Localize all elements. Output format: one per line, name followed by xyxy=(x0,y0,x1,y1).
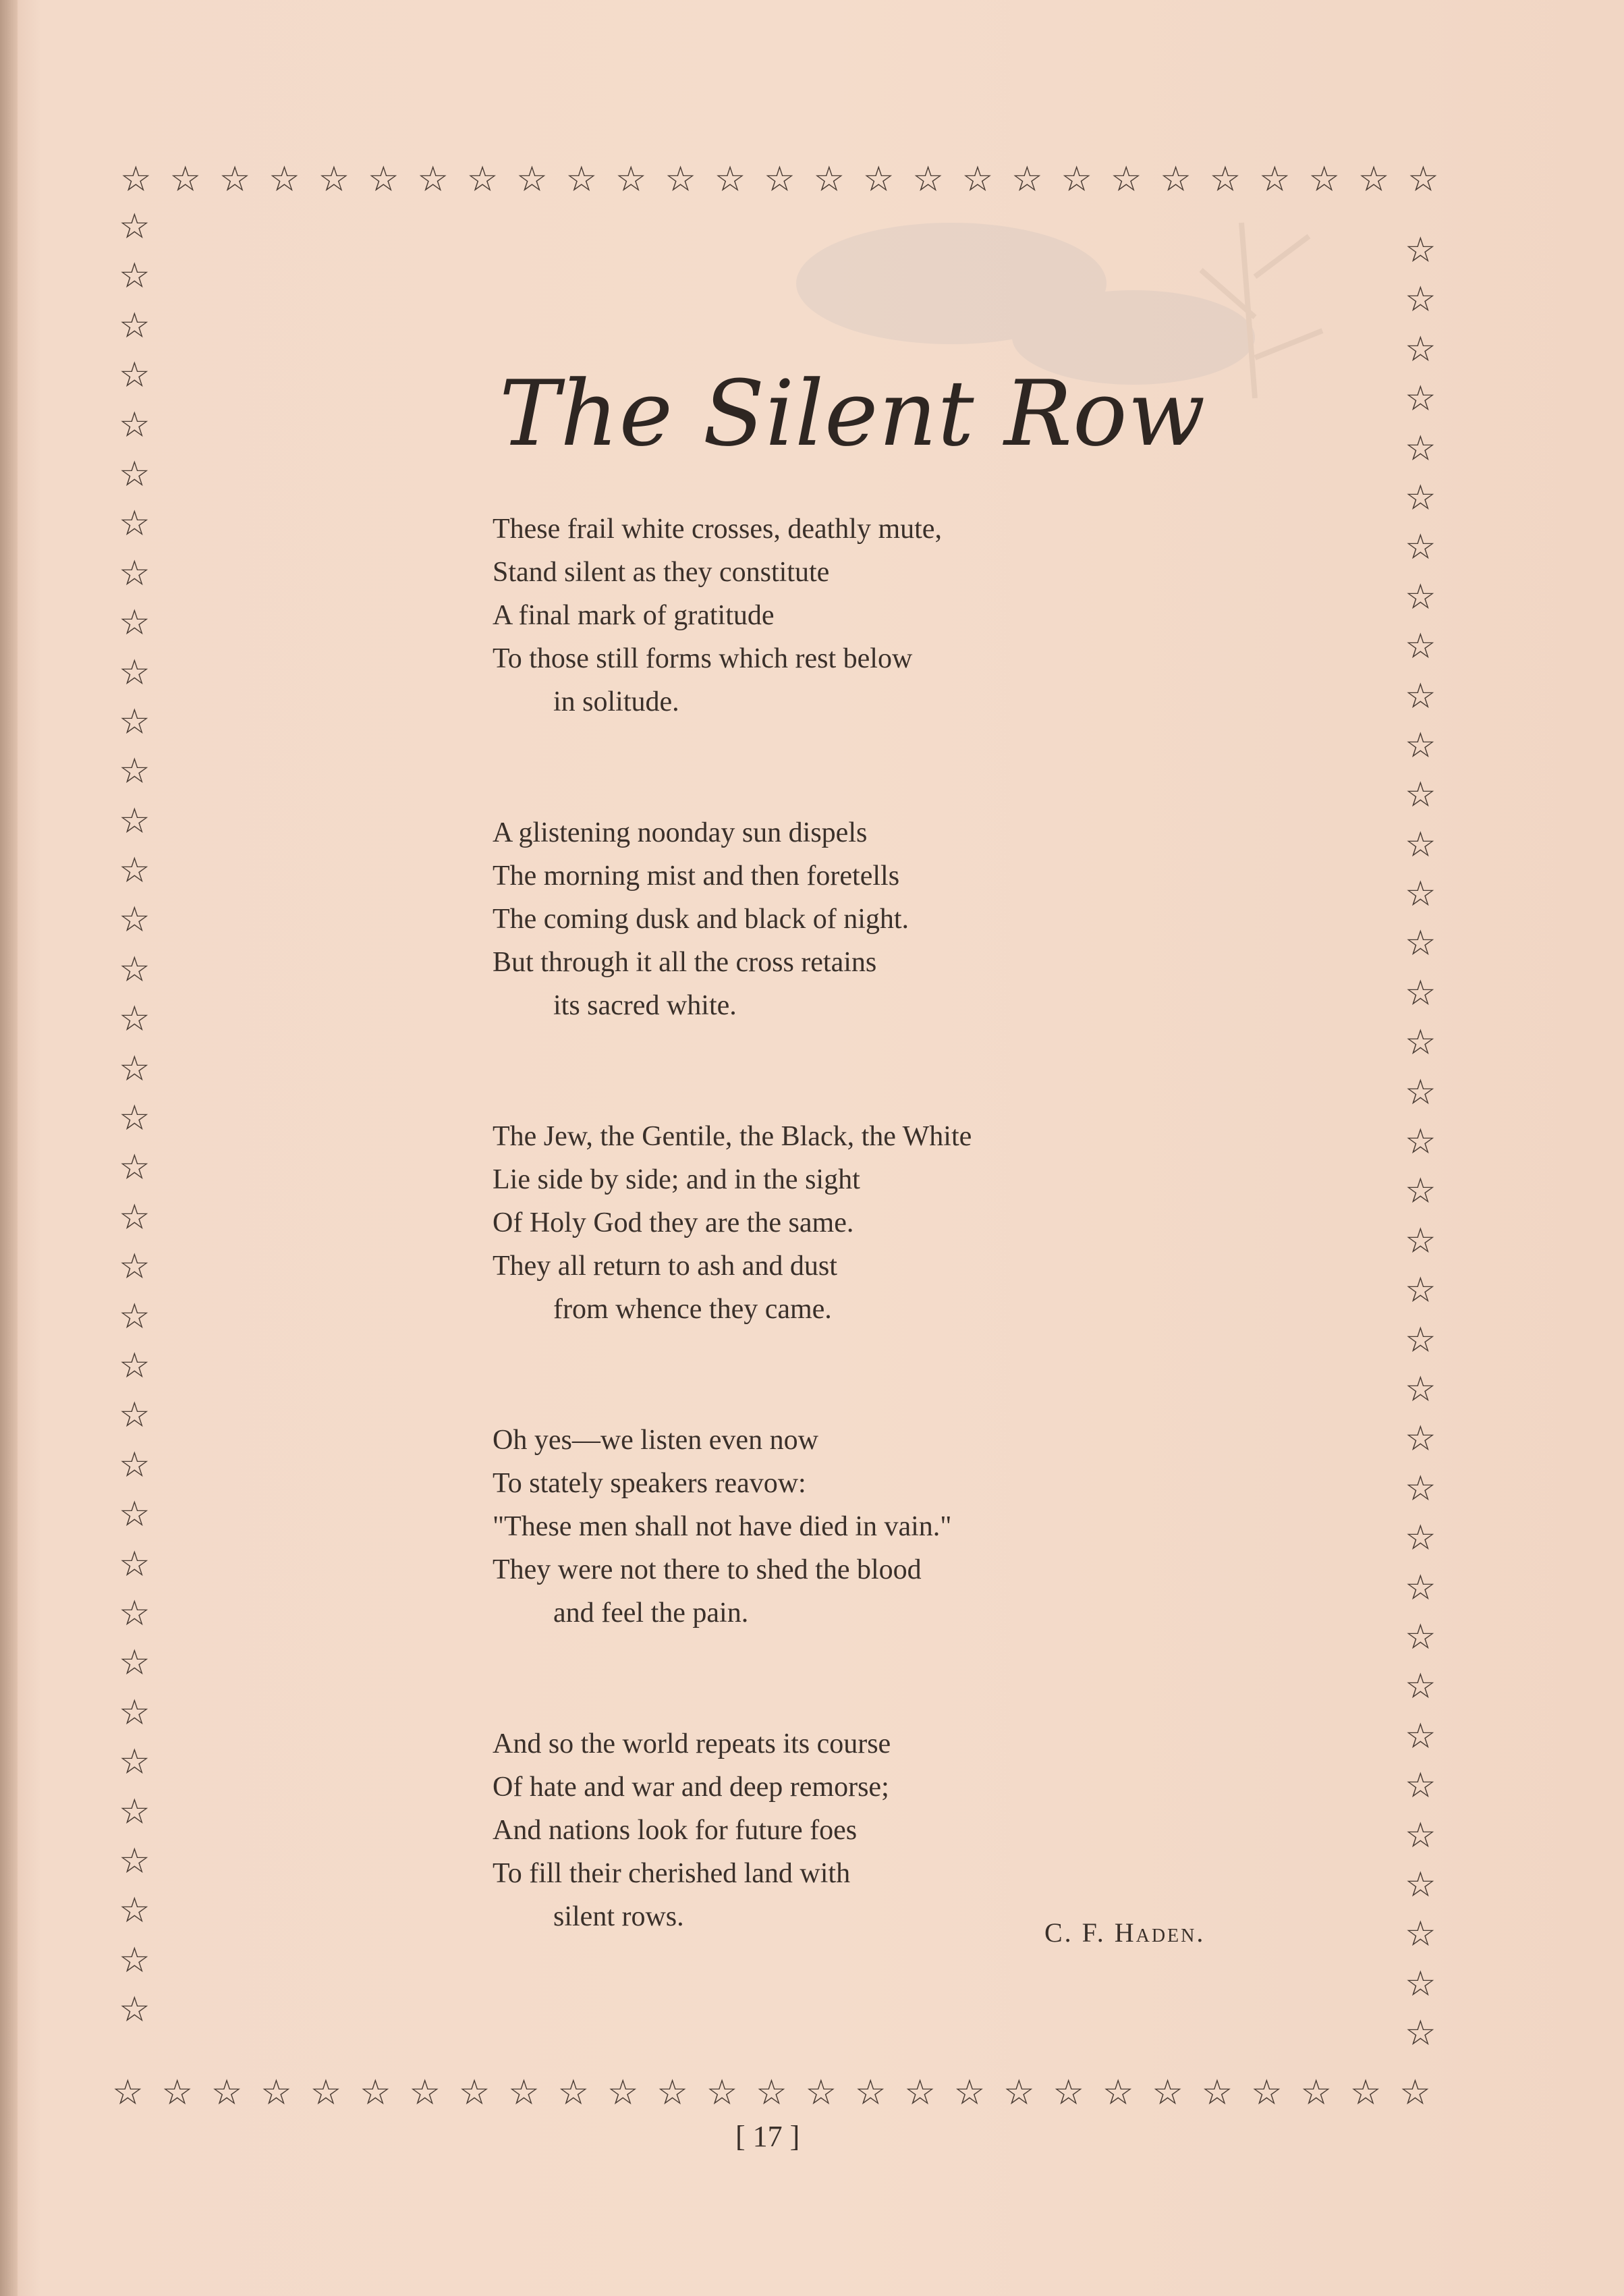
star-outline-icon: ☆ xyxy=(665,159,696,200)
poem-line: They all return to ash and dust xyxy=(493,1251,837,1282)
star-outline-icon: ☆ xyxy=(120,159,152,200)
star-outline-icon: ☆ xyxy=(1405,1369,1436,1410)
star-outline-icon: ☆ xyxy=(1003,2073,1035,2113)
star-outline-icon: ☆ xyxy=(466,159,499,200)
page-binding-edge xyxy=(0,0,18,2296)
star-outline-icon: ☆ xyxy=(119,701,150,742)
star-outline-icon: ☆ xyxy=(119,1940,150,1981)
poem-body xyxy=(493,508,1100,2026)
stanza xyxy=(493,508,1100,723)
star-outline-icon: ☆ xyxy=(862,159,895,200)
star-outline-icon: ☆ xyxy=(1405,824,1436,865)
star-outline-icon: ☆ xyxy=(1405,477,1436,518)
star-outline-icon: ☆ xyxy=(119,603,150,644)
poem-line: Stand silent as they constitute xyxy=(493,557,830,588)
star-outline-icon: ☆ xyxy=(119,1742,150,1783)
star-outline-icon: ☆ xyxy=(1405,230,1436,271)
poem-line: Oh yes—we listen even now xyxy=(493,1425,818,1456)
star-outline-icon: ☆ xyxy=(119,404,150,445)
poem-line: Lie side by side; and in the sight xyxy=(493,1164,860,1195)
star-outline-icon: ☆ xyxy=(912,159,944,200)
star-outline-icon: ☆ xyxy=(1405,973,1436,1014)
star-outline-icon: ☆ xyxy=(119,999,150,1040)
star-outline-icon: ☆ xyxy=(119,1494,150,1535)
star-outline-icon: ☆ xyxy=(961,159,994,200)
star-outline-icon: ☆ xyxy=(119,800,150,842)
star-outline-icon: ☆ xyxy=(706,2073,738,2113)
star-outline-icon: ☆ xyxy=(1405,923,1436,964)
star-outline-icon: ☆ xyxy=(1405,1319,1436,1361)
star-outline-icon: ☆ xyxy=(269,159,300,200)
star-outline-icon: ☆ xyxy=(607,2073,639,2113)
poem-line: "These men shall not have died in vain." xyxy=(493,1511,952,1542)
poem-line: The Jew, the Gentile, the Black, the White xyxy=(493,1121,972,1152)
star-outline-icon: ☆ xyxy=(953,2073,986,2113)
star-outline-icon: ☆ xyxy=(1405,1567,1436,1608)
star-outline-icon: ☆ xyxy=(656,2073,688,2113)
star-outline-icon: ☆ xyxy=(119,1791,150,1832)
star-outline-icon: ☆ xyxy=(1405,1220,1436,1261)
star-outline-icon: ☆ xyxy=(1405,1616,1436,1658)
star-outline-icon: ☆ xyxy=(119,1643,150,1684)
star-outline-icon: ☆ xyxy=(805,2073,837,2113)
star-outline-icon: ☆ xyxy=(119,850,150,892)
star-outline-icon: ☆ xyxy=(119,256,150,297)
star-outline-icon: ☆ xyxy=(119,1593,150,1634)
poem-line: A glistening noonday sun dispels xyxy=(493,817,868,848)
poem-line: These frail white crosses, deathly mute, xyxy=(493,514,942,545)
page-number: [ 17 ] xyxy=(735,2120,800,2153)
star-outline-icon: ☆ xyxy=(1405,1766,1436,1807)
star-outline-icon: ☆ xyxy=(169,159,202,200)
poem-line: And nations look for future foes xyxy=(493,1815,858,1846)
star-outline-icon: ☆ xyxy=(119,355,150,396)
star-outline-icon: ☆ xyxy=(1061,159,1093,200)
star-outline-icon: ☆ xyxy=(119,1345,150,1386)
star-outline-icon: ☆ xyxy=(119,1197,150,1238)
star-outline-icon: ☆ xyxy=(1405,1518,1436,1559)
poem-line-continuation: silent rows. xyxy=(553,1901,684,1932)
stanza xyxy=(493,1722,1100,1938)
star-outline-icon: ☆ xyxy=(119,1048,150,1089)
star-outline-icon: ☆ xyxy=(119,1147,150,1188)
star-outline-icon: ☆ xyxy=(516,159,548,200)
poem-line: But through it all the cross retains xyxy=(493,947,877,978)
poem-line: The coming dusk and black of night. xyxy=(493,904,909,935)
star-outline-icon: ☆ xyxy=(854,2073,887,2113)
star-outline-icon: ☆ xyxy=(310,2073,342,2113)
star-outline-icon: ☆ xyxy=(1405,1963,1436,2004)
star-outline-icon: ☆ xyxy=(1405,576,1436,618)
star-outline-icon: ☆ xyxy=(1399,2073,1431,2113)
star-outline-icon: ☆ xyxy=(219,159,251,200)
star-outline-icon: ☆ xyxy=(119,751,150,792)
stanza xyxy=(493,1419,1100,1635)
star-outline-icon: ☆ xyxy=(565,159,598,200)
star-outline-icon: ☆ xyxy=(1407,159,1439,200)
star-outline-icon: ☆ xyxy=(119,1840,150,1882)
star-outline-icon: ☆ xyxy=(1405,1022,1436,1064)
star-outline-icon: ☆ xyxy=(1405,1666,1436,1707)
star-outline-icon: ☆ xyxy=(119,652,150,693)
poem-line-continuation: from whence they came. xyxy=(553,1294,832,1325)
star-border-left xyxy=(119,202,150,2035)
poem-line-continuation: in solitude. xyxy=(553,686,679,717)
star-outline-icon: ☆ xyxy=(557,2073,590,2113)
poem-line: Of Holy God they are the same. xyxy=(493,1207,854,1238)
poem-title: The Silent Row xyxy=(499,361,1206,466)
star-outline-icon: ☆ xyxy=(1300,2073,1332,2113)
poem-line: To those still forms which rest below xyxy=(493,643,913,674)
star-outline-icon: ☆ xyxy=(1110,159,1142,200)
star-outline-icon: ☆ xyxy=(615,159,647,200)
star-outline-icon: ☆ xyxy=(260,2073,292,2113)
star-outline-icon: ☆ xyxy=(1405,1468,1436,1509)
star-outline-icon: ☆ xyxy=(318,159,350,200)
star-outline-icon: ☆ xyxy=(1405,1072,1436,1113)
star-outline-icon: ☆ xyxy=(458,2073,491,2113)
star-outline-icon: ☆ xyxy=(119,454,150,495)
poem-line: And so the world repeats its course xyxy=(493,1728,891,1759)
star-outline-icon: ☆ xyxy=(119,1543,150,1585)
star-outline-icon: ☆ xyxy=(1405,676,1436,717)
star-outline-icon: ☆ xyxy=(1405,329,1436,370)
star-border-right xyxy=(1405,226,1436,2058)
star-outline-icon: ☆ xyxy=(119,207,150,247)
star-outline-icon: ☆ xyxy=(756,2073,787,2113)
star-outline-icon: ☆ xyxy=(359,2073,391,2113)
star-outline-icon: ☆ xyxy=(119,1990,150,2031)
star-outline-icon: ☆ xyxy=(1405,379,1436,420)
star-outline-icon: ☆ xyxy=(1405,1914,1436,1955)
star-outline-icon: ☆ xyxy=(119,503,150,545)
star-outline-icon: ☆ xyxy=(1011,159,1043,200)
stanza xyxy=(493,1115,1100,1331)
poem-line: They were not there to shed the blood xyxy=(493,1554,922,1585)
star-outline-icon: ☆ xyxy=(1405,1716,1436,1757)
star-outline-icon: ☆ xyxy=(417,159,449,200)
star-outline-icon: ☆ xyxy=(1405,874,1436,915)
star-outline-icon: ☆ xyxy=(1250,2073,1283,2113)
star-outline-icon: ☆ xyxy=(1102,2073,1134,2113)
star-outline-icon: ☆ xyxy=(119,1247,150,1288)
star-outline-icon: ☆ xyxy=(1308,159,1340,200)
star-outline-icon: ☆ xyxy=(119,900,150,941)
star-outline-icon: ☆ xyxy=(161,2073,194,2113)
star-border-bottom xyxy=(112,2073,1449,2113)
star-outline-icon: ☆ xyxy=(1405,1419,1436,1460)
poem-line: To fill their cherished land with xyxy=(493,1858,851,1889)
poem-line: Of hate and war and deep remorse; xyxy=(493,1772,889,1803)
star-outline-icon: ☆ xyxy=(119,1098,150,1139)
star-outline-icon: ☆ xyxy=(1160,159,1192,200)
star-outline-icon: ☆ xyxy=(1405,527,1436,568)
star-outline-icon: ☆ xyxy=(1405,1122,1436,1163)
star-outline-icon: ☆ xyxy=(1405,2013,1436,2054)
star-outline-icon: ☆ xyxy=(1405,1270,1436,1311)
star-outline-icon: ☆ xyxy=(1405,1864,1436,1905)
star-outline-icon: ☆ xyxy=(1405,725,1436,766)
star-outline-icon: ☆ xyxy=(714,159,746,200)
poem-line-continuation: its sacred white. xyxy=(553,990,737,1021)
star-outline-icon: ☆ xyxy=(119,553,150,594)
star-outline-icon: ☆ xyxy=(367,159,399,200)
star-outline-icon: ☆ xyxy=(1152,2073,1183,2113)
poem-line: A final mark of gratitude xyxy=(493,600,775,631)
star-outline-icon: ☆ xyxy=(1405,428,1436,469)
star-outline-icon: ☆ xyxy=(1201,2073,1233,2113)
star-outline-icon: ☆ xyxy=(119,1296,150,1337)
star-outline-icon: ☆ xyxy=(119,949,150,990)
poem-line: To stately speakers reavow: xyxy=(493,1468,806,1499)
star-outline-icon: ☆ xyxy=(409,2073,441,2113)
star-outline-icon: ☆ xyxy=(119,1395,150,1436)
star-border-top xyxy=(120,159,1457,200)
star-outline-icon: ☆ xyxy=(904,2073,936,2113)
stanza xyxy=(493,811,1100,1027)
star-outline-icon: ☆ xyxy=(1405,1815,1436,1856)
star-outline-icon: ☆ xyxy=(1405,775,1436,816)
star-outline-icon: ☆ xyxy=(1349,2073,1382,2113)
star-outline-icon: ☆ xyxy=(1053,2073,1085,2113)
star-outline-icon: ☆ xyxy=(211,2073,243,2113)
star-outline-icon: ☆ xyxy=(813,159,845,200)
star-outline-icon: ☆ xyxy=(1357,159,1390,200)
star-outline-icon: ☆ xyxy=(1209,159,1241,200)
star-outline-icon: ☆ xyxy=(1405,626,1436,667)
star-outline-icon: ☆ xyxy=(1258,159,1291,200)
poem-line-continuation: and feel the pain. xyxy=(553,1597,749,1629)
star-outline-icon: ☆ xyxy=(119,1444,150,1485)
star-outline-icon: ☆ xyxy=(119,1890,150,1932)
author-signature: C. F. Haden. xyxy=(1044,1917,1206,1948)
star-outline-icon: ☆ xyxy=(764,159,795,200)
star-outline-icon: ☆ xyxy=(1405,279,1436,321)
poem-line: The morning mist and then foretells xyxy=(493,860,900,892)
star-outline-icon: ☆ xyxy=(119,1692,150,1733)
star-outline-icon: ☆ xyxy=(1405,1171,1436,1212)
star-outline-icon: ☆ xyxy=(119,305,150,346)
star-outline-icon: ☆ xyxy=(508,2073,540,2113)
star-outline-icon: ☆ xyxy=(112,2073,144,2113)
